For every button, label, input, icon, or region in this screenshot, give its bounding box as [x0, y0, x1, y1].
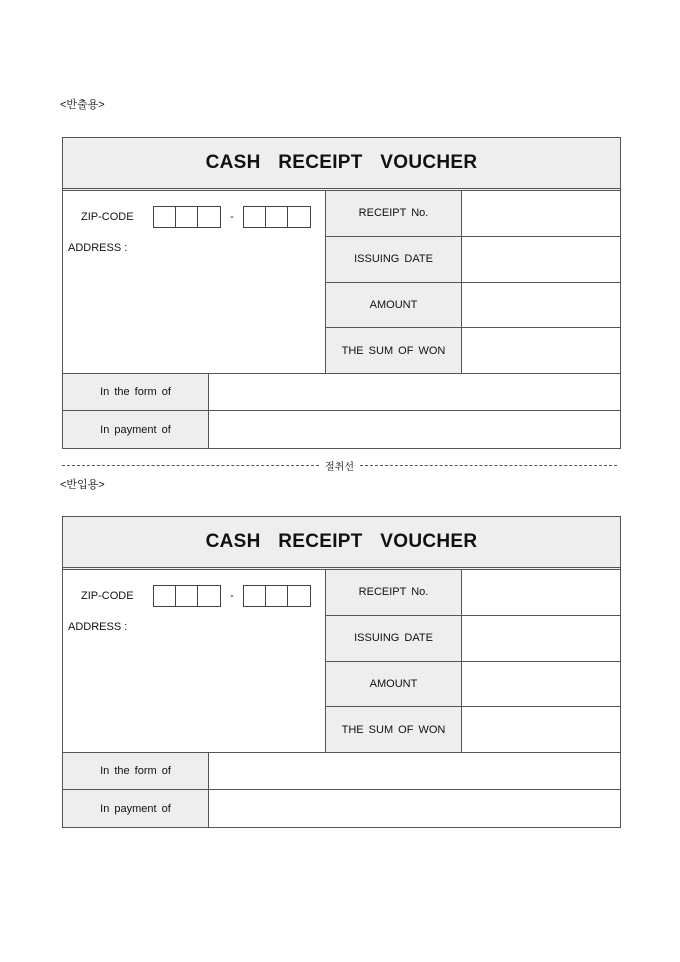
voucher-info-grid: [326, 570, 620, 752]
copy-label-export: <반출용>: [60, 99, 105, 111]
address-section: [63, 570, 326, 752]
issuing-date-label: ISSUING DATE: [326, 237, 462, 282]
form-of-row: [63, 374, 620, 411]
receipt-no-label: RECEIPT No.: [326, 570, 462, 615]
voucher-title: CASH RECEIPT VOUCHER: [63, 138, 620, 191]
sum-of-won-row: [326, 707, 620, 752]
address-section: [63, 191, 326, 373]
amount-field[interactable]: [462, 283, 620, 328]
issuing-date-field[interactable]: [462, 237, 620, 282]
form-of-label: In the form of: [63, 374, 209, 410]
sum-of-won-row: [326, 328, 620, 373]
zip-code-second-part[interactable]: [243, 585, 311, 607]
issuing-date-label: ISSUING DATE: [326, 616, 462, 661]
zip-code-label: ZIP-CODE: [81, 590, 134, 602]
amount-label: AMOUNT: [326, 283, 462, 328]
payment-of-field[interactable]: [209, 411, 620, 448]
zip-digit-box[interactable]: [266, 207, 288, 227]
sum-of-won-field[interactable]: [462, 328, 620, 373]
zip-digit-box[interactable]: [288, 207, 310, 227]
payment-of-label: In payment of: [63, 411, 209, 448]
receipt-no-field[interactable]: [462, 570, 620, 615]
sum-of-won-label: THE SUM OF WON: [326, 328, 462, 373]
receipt-no-row: [326, 191, 620, 237]
voucher-export: [62, 137, 621, 449]
zip-code-row: [81, 585, 311, 607]
receipt-no-label: RECEIPT No.: [326, 191, 462, 236]
zip-code-second-part[interactable]: [243, 206, 311, 228]
zip-digit-box[interactable]: [198, 207, 220, 227]
zip-digit-box[interactable]: [154, 586, 176, 606]
zip-digit-box[interactable]: [154, 207, 176, 227]
receipt-no-row: [326, 570, 620, 616]
issuing-date-field[interactable]: [462, 616, 620, 661]
payment-of-row: [63, 411, 620, 448]
zip-digit-box[interactable]: [266, 586, 288, 606]
voucher-middle: [63, 570, 620, 753]
voucher-info-grid: [326, 191, 620, 373]
zip-digit-box[interactable]: [176, 207, 198, 227]
voucher-middle: [63, 191, 620, 374]
sum-of-won-label: THE SUM OF WON: [326, 707, 462, 752]
zip-digit-box[interactable]: [176, 586, 198, 606]
form-of-field[interactable]: [209, 374, 620, 410]
amount-row: [326, 283, 620, 329]
payment-of-field[interactable]: [209, 790, 620, 827]
zip-code-first-part[interactable]: [153, 206, 221, 228]
voucher-import: [62, 516, 621, 828]
zip-separator: -: [230, 211, 234, 223]
amount-row: [326, 662, 620, 708]
form-of-label: In the form of: [63, 753, 209, 789]
cut-line-dash-right: [360, 465, 617, 466]
payment-of-row: [63, 790, 620, 827]
zip-digit-box[interactable]: [288, 586, 310, 606]
cut-line-label: 절취선: [325, 461, 354, 473]
sum-of-won-field[interactable]: [462, 707, 620, 752]
address-label: ADDRESS :: [68, 621, 128, 633]
issuing-date-row: [326, 237, 620, 283]
address-label: ADDRESS :: [68, 242, 128, 254]
voucher-title: CASH RECEIPT VOUCHER: [63, 517, 620, 570]
zip-digit-box[interactable]: [244, 586, 266, 606]
zip-code-first-part[interactable]: [153, 585, 221, 607]
form-of-field[interactable]: [209, 753, 620, 789]
copy-label-import: <반입용>: [60, 479, 105, 491]
cut-line-dash-left: [62, 465, 319, 466]
amount-field[interactable]: [462, 662, 620, 707]
zip-digit-box[interactable]: [244, 207, 266, 227]
payment-of-label: In payment of: [63, 790, 209, 827]
form-of-row: [63, 753, 620, 790]
zip-code-row: [81, 206, 311, 228]
zip-digit-box[interactable]: [198, 586, 220, 606]
cut-line: [62, 458, 617, 472]
zip-code-label: ZIP-CODE: [81, 211, 134, 223]
zip-separator: -: [230, 590, 234, 602]
receipt-no-field[interactable]: [462, 191, 620, 236]
amount-label: AMOUNT: [326, 662, 462, 707]
issuing-date-row: [326, 616, 620, 662]
